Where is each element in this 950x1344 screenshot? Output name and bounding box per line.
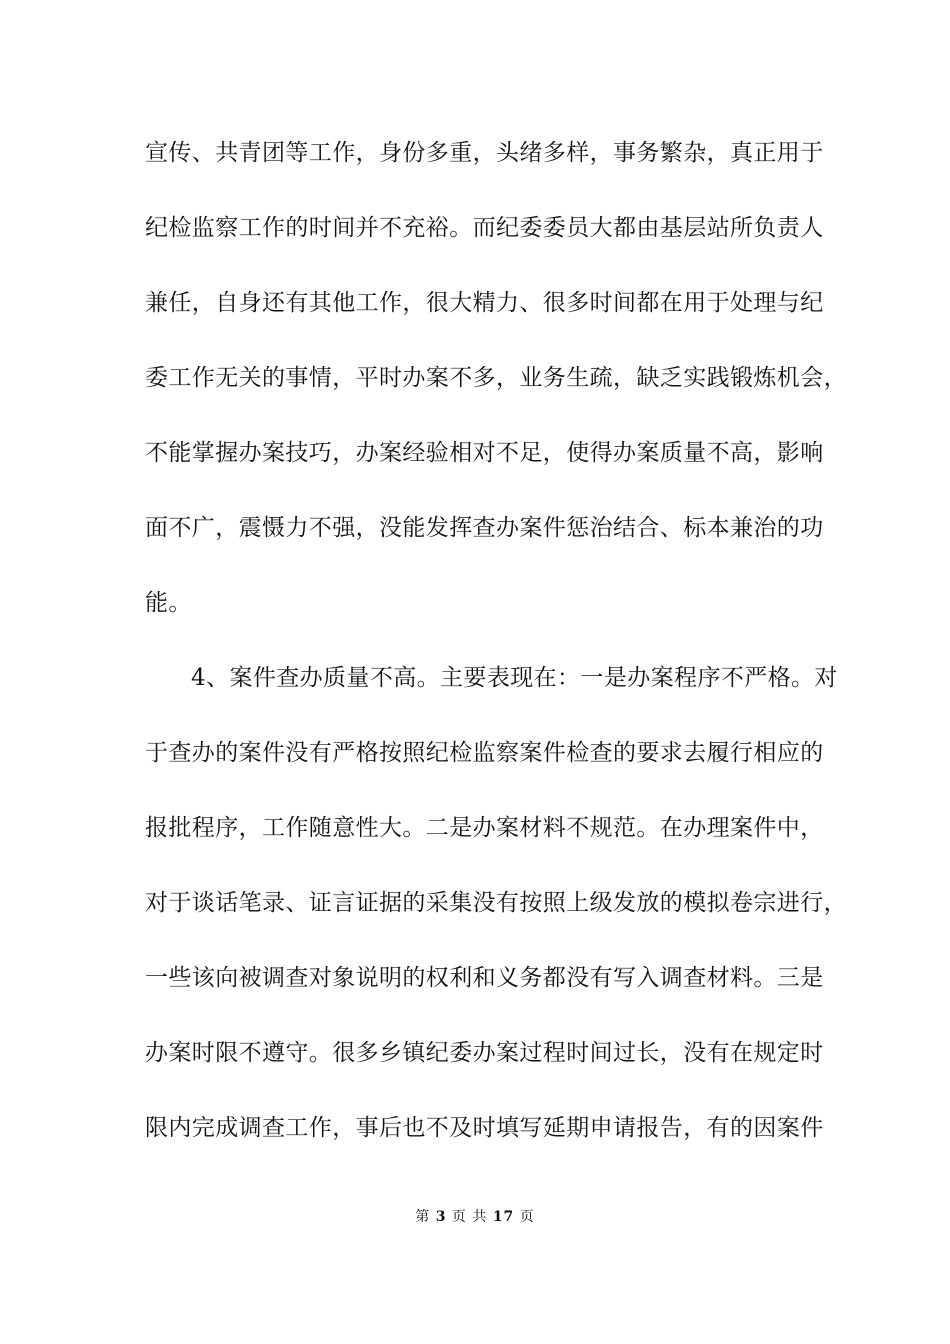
text-line: 于查办的案件没有严格按照纪检监察案件检查的要求去履行相应的 xyxy=(145,740,824,766)
text-line: 报批程序，工作随意性大。二是办案材料不规范。在办理案件中， xyxy=(145,815,824,841)
text-line: 不能掌握办案技巧，办案经验相对不足，使得办案质量不高，影响 xyxy=(145,440,824,466)
footer-middle: 页 共 xyxy=(451,1209,488,1225)
text-line: 宣传、共青团等工作，身份多重，头绪多样，事务繁杂，真正用于 xyxy=(145,140,824,166)
text-line-paragraph-start: 4、案件查办质量不高。主要表现在：一是办案程序不严格。对 xyxy=(191,665,838,691)
text-line: 一些该向被调查对象说明的权利和义务都没有写入调查材料。三是 xyxy=(145,965,824,991)
text-line: 兼任，自身还有其他工作，很大精力、很多时间都在用于处理与纪 xyxy=(145,290,824,316)
text-line: 纪检监察工作的时间并不充裕。而纪委委员大都由基层站所负责人 xyxy=(145,215,824,241)
body-text xyxy=(145,127,847,1177)
footer-prefix: 第 xyxy=(415,1209,431,1225)
text-line: 面不广，震慑力不强，没能发挥查办案件惩治结合、标本兼治的功 xyxy=(145,515,824,541)
text-line: 办案时限不遵守。很多乡镇纪委办案过程时间过长，没有在规定时 xyxy=(145,1040,824,1066)
text-line: 委工作无关的事情，平时办案不多，业务生疏，缺乏实践锻炼机会， xyxy=(145,365,847,391)
page-footer xyxy=(0,1206,950,1226)
footer-total-pages: 17 xyxy=(492,1209,515,1225)
footer-page-number: 3 xyxy=(435,1209,447,1225)
footer-suffix: 页 xyxy=(519,1209,535,1225)
text-line: 对于谈话笔录、证言证据的采集没有按照上级发放的模拟卷宗进行， xyxy=(145,890,847,916)
text-line: 限内完成调查工作，事后也不及时填写延期申请报告，有的因案件 xyxy=(145,1115,824,1141)
text-line: 能。 xyxy=(145,590,192,616)
